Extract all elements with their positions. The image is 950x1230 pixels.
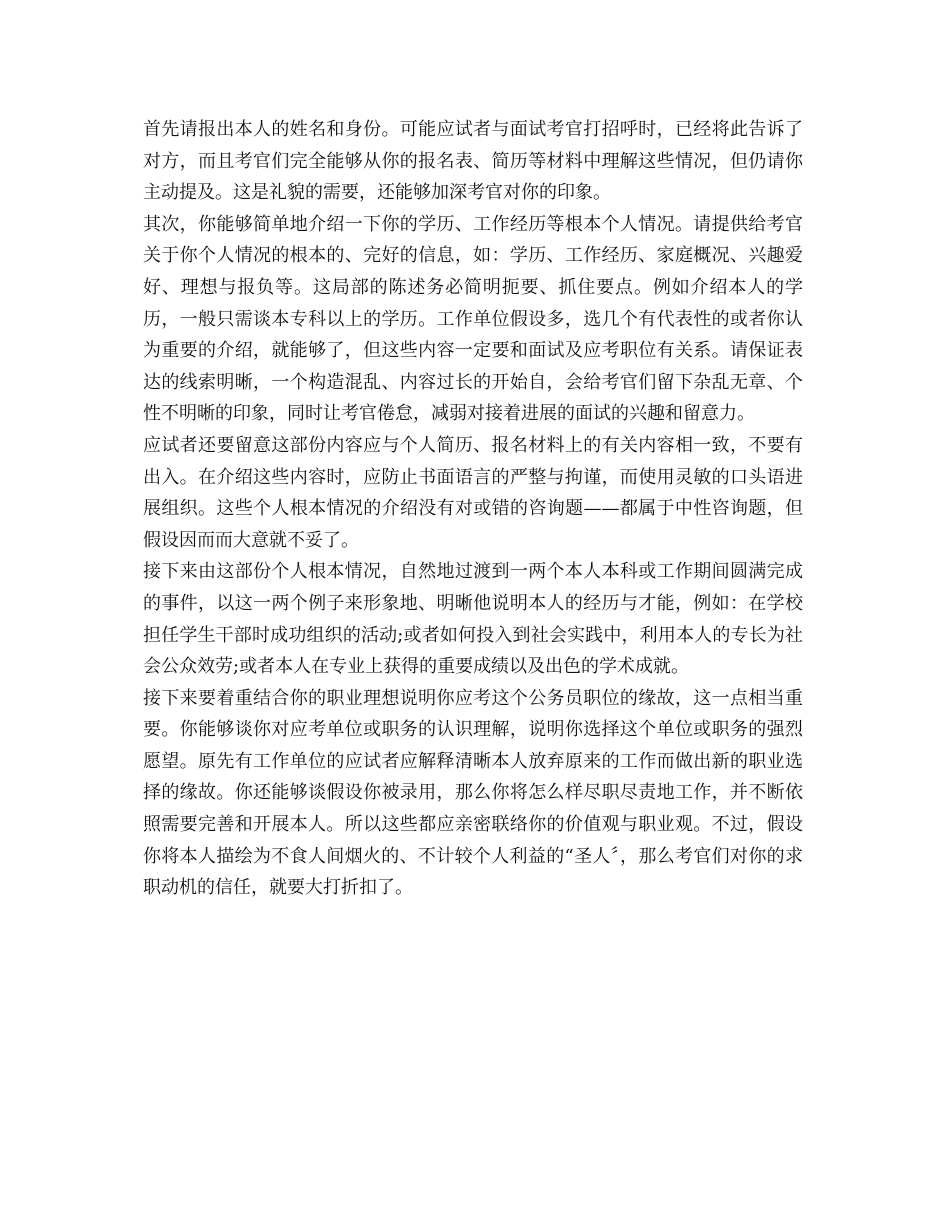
paragraph-education-experience: 其次，你能够简单地介绍一下你的学历、工作经历等根本个人情况。请提供给考官关于你个人情况的根本的、完好的信息，如：学历、工作经历、家庭概况、兴趣爱好、理想与报负等。这局部的陈述务必简明扼要、抓住要点。例如介绍本人的学历，一般只需谈本专科以上的学历。工作单位假设多，选几个有代表性的或者你认为重要的介绍，就能够了，但这些内容一定要和面试及应考职位有关系。请保证表达的线索明晰，一个构造混乱、内容过长的开始自，会给考官们留下杂乱无章、个性不明晰的印象，同时让考官倦怠，减弱对接着进展的面试的兴趣和留意力。 (143, 213, 803, 425)
paragraph-motivation: 接下来要着重结合你的职业理想说明你应考这个公务员职位的缘故，这一点相当重要。你能够谈你对应考单位或职务的认识理解，说明你选择这个单位或职务的强烈愿望。原先有工作单位的应试者应解释清晰本人放弃原来的工作而做出新的职业选择的缘故。你还能够谈假设你被录用，那么你将怎么样尽职尽责地工作，并不断依照需要完善和开展本人。所以这些都应亲密联络你的价值观与职业观。不过，假设你将本人描绘为不食人间烟火的、不计较个人利益的“圣人〞，那么考官们对你的求职动机的信任，就要大打折扣了。 (143, 687, 803, 899)
paragraph-consistency: 应试者还要留意这部份内容应与个人简历、报名材料上的有关内容相一致，不要有出入。在介绍这些内容时，应防止书面语言的严整与拘谨，而使用灵敏的口头语进展组织。这些个人根本情况的介绍没有对或错的咨询题——都属于中性咨询题，但假设因而而大意就不妥了。 (143, 434, 803, 551)
paragraph-self-introduction: 首先请报出本人的姓名和身份。可能应试者与面试考官打招呼时，已经将此告诉了对方，而且考官们完全能够从你的报名表、简历等材料中理解这些情况，但仍请你主动提及。这是礼貌的需要，还能够加深考官对你的印象。 (143, 119, 803, 204)
paragraph-examples: 接下来由这部份个人根本情况，自然地过渡到一两个本人本科或工作期间圆满完成的事件，以这一两个例子来形象地、明晰他说明本人的经历与才能，例如：在学校担任学生干部时成功组织的活动;或者如何投入到社会实践中，利用本人的专长为社会公众效劳;或者本人在专业上获得的重要成绩以及出色的学术成就。 (143, 561, 803, 678)
document-body (143, 114, 803, 904)
